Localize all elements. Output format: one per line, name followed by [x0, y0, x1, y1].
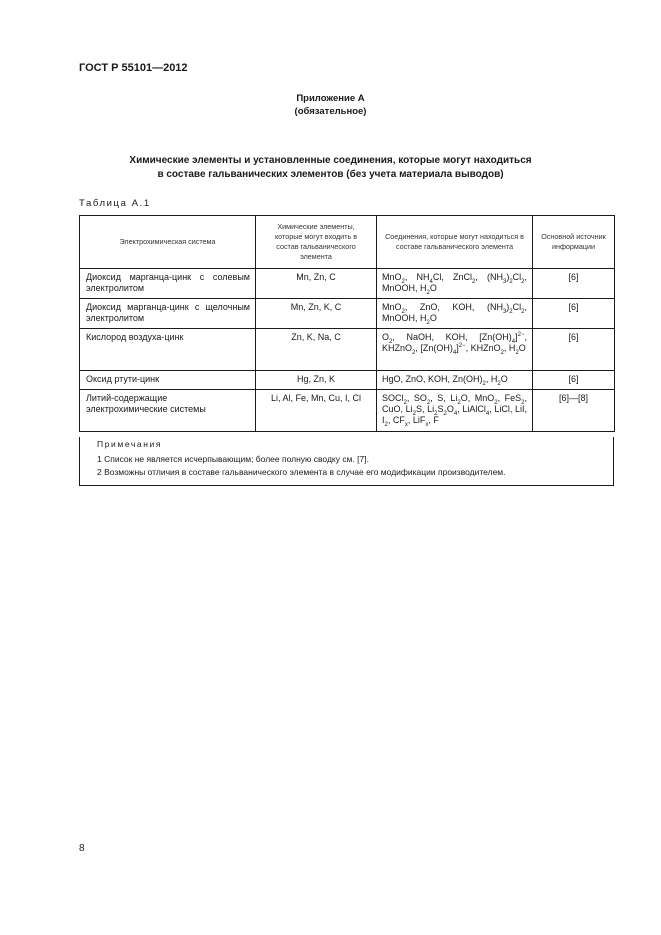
table-caption: Таблица А.1: [79, 198, 151, 209]
cell-compounds: MnO$_2$, ZnO, KOH, $(NH_3)_2Cl_2$, MnOOH, $H_2O$: [377, 299, 533, 329]
appendix-status: (обязательное): [294, 106, 367, 117]
section-title-line-1: Химические элементы и установленные соединения, которые могут находиться: [129, 155, 532, 166]
cell-system: Диоксид марганца-цинк с солевым электролитом: [80, 269, 256, 299]
chemical-elements-table: [79, 215, 615, 432]
header-compounds: Соединения, которые могут находиться в составе гальванического элемента: [377, 216, 533, 269]
cell-source: [6]: [533, 329, 615, 371]
cell-system: Кислород воздуха-цинк: [80, 329, 256, 371]
cell-source: [6]—[8]: [533, 390, 615, 432]
cell-elements: Mn, Zn, K, C: [256, 299, 377, 329]
header-system: Электрохимическая система: [80, 216, 256, 269]
appendix-title: Приложение А: [296, 93, 365, 104]
appendix-heading: [0, 92, 661, 118]
header-source: Основной источник информации: [533, 216, 615, 269]
cell-source: [6]: [533, 371, 615, 390]
cell-source: [6]: [533, 269, 615, 299]
document-code: ГОСТ Р 55101—2012: [79, 62, 188, 74]
header-elements: Химические элементы, которые могут входить в состав гальванического элемента: [256, 216, 377, 269]
section-title: [0, 154, 661, 182]
note-item: 2 Возможны отличия в составе гальванического элемента в случае его модификации производителем.: [97, 467, 506, 477]
table-notes: [79, 437, 614, 486]
cell-system: Диоксид марганца-цинк с щелочным электролитом: [80, 299, 256, 329]
cell-elements: Hg, Zn, K: [256, 371, 377, 390]
notes-title: Примечания: [97, 439, 163, 449]
cell-system: Оксид ртути-цинк: [80, 371, 256, 390]
table-row: [80, 269, 615, 299]
cell-elements: Li, Al, Fe, Mn, Cu, I, Cl: [256, 390, 377, 432]
note-item: 1 Список не является исчерпывающим; более полную сводку см. [7].: [97, 454, 369, 464]
cell-compounds: HgO, ZnO, KOH, $Zn(OH)_2$, $H_2O$: [377, 371, 533, 390]
table-header-row: [80, 216, 615, 269]
cell-source: [6]: [533, 299, 615, 329]
cell-elements: Zn, K, Na, C: [256, 329, 377, 371]
table-row: [80, 371, 615, 390]
cell-compounds: SOCl$_2$, $SO_2$, S, $Li_2O$, MnO$_2$, FeS$_2$, CuO, $Li_2S$, $Li_2S_2O_4$, LiAlCl$_4$, LiCl, LiI, $I_2$, $CF_x$, LiF$_x$, F: [377, 390, 533, 432]
section-title-line-2: в составе гальванических элементов (без учета материала выводов): [157, 169, 504, 180]
cell-system: Литий-содержащие электрохимические системы: [80, 390, 256, 432]
cell-compounds: $O_2$, NaOH, KOH, $[Zn(OH)_4]^{2-}$, KHZnO$_2$, $[Zn(OH)_4]^{2-}$, KHZnO$_2$, $H_2O$: [377, 329, 533, 371]
table-row: [80, 329, 615, 371]
cell-compounds: MnO$_2$, $NH_4Cl$, ZnCl$_2$, $(NH_3)_2Cl_2$, MnOOH, $H_2O$: [377, 269, 533, 299]
page-number: 8: [79, 843, 85, 854]
cell-elements: Mn, Zn, C: [256, 269, 377, 299]
table-row: [80, 390, 615, 432]
table-row: [80, 299, 615, 329]
